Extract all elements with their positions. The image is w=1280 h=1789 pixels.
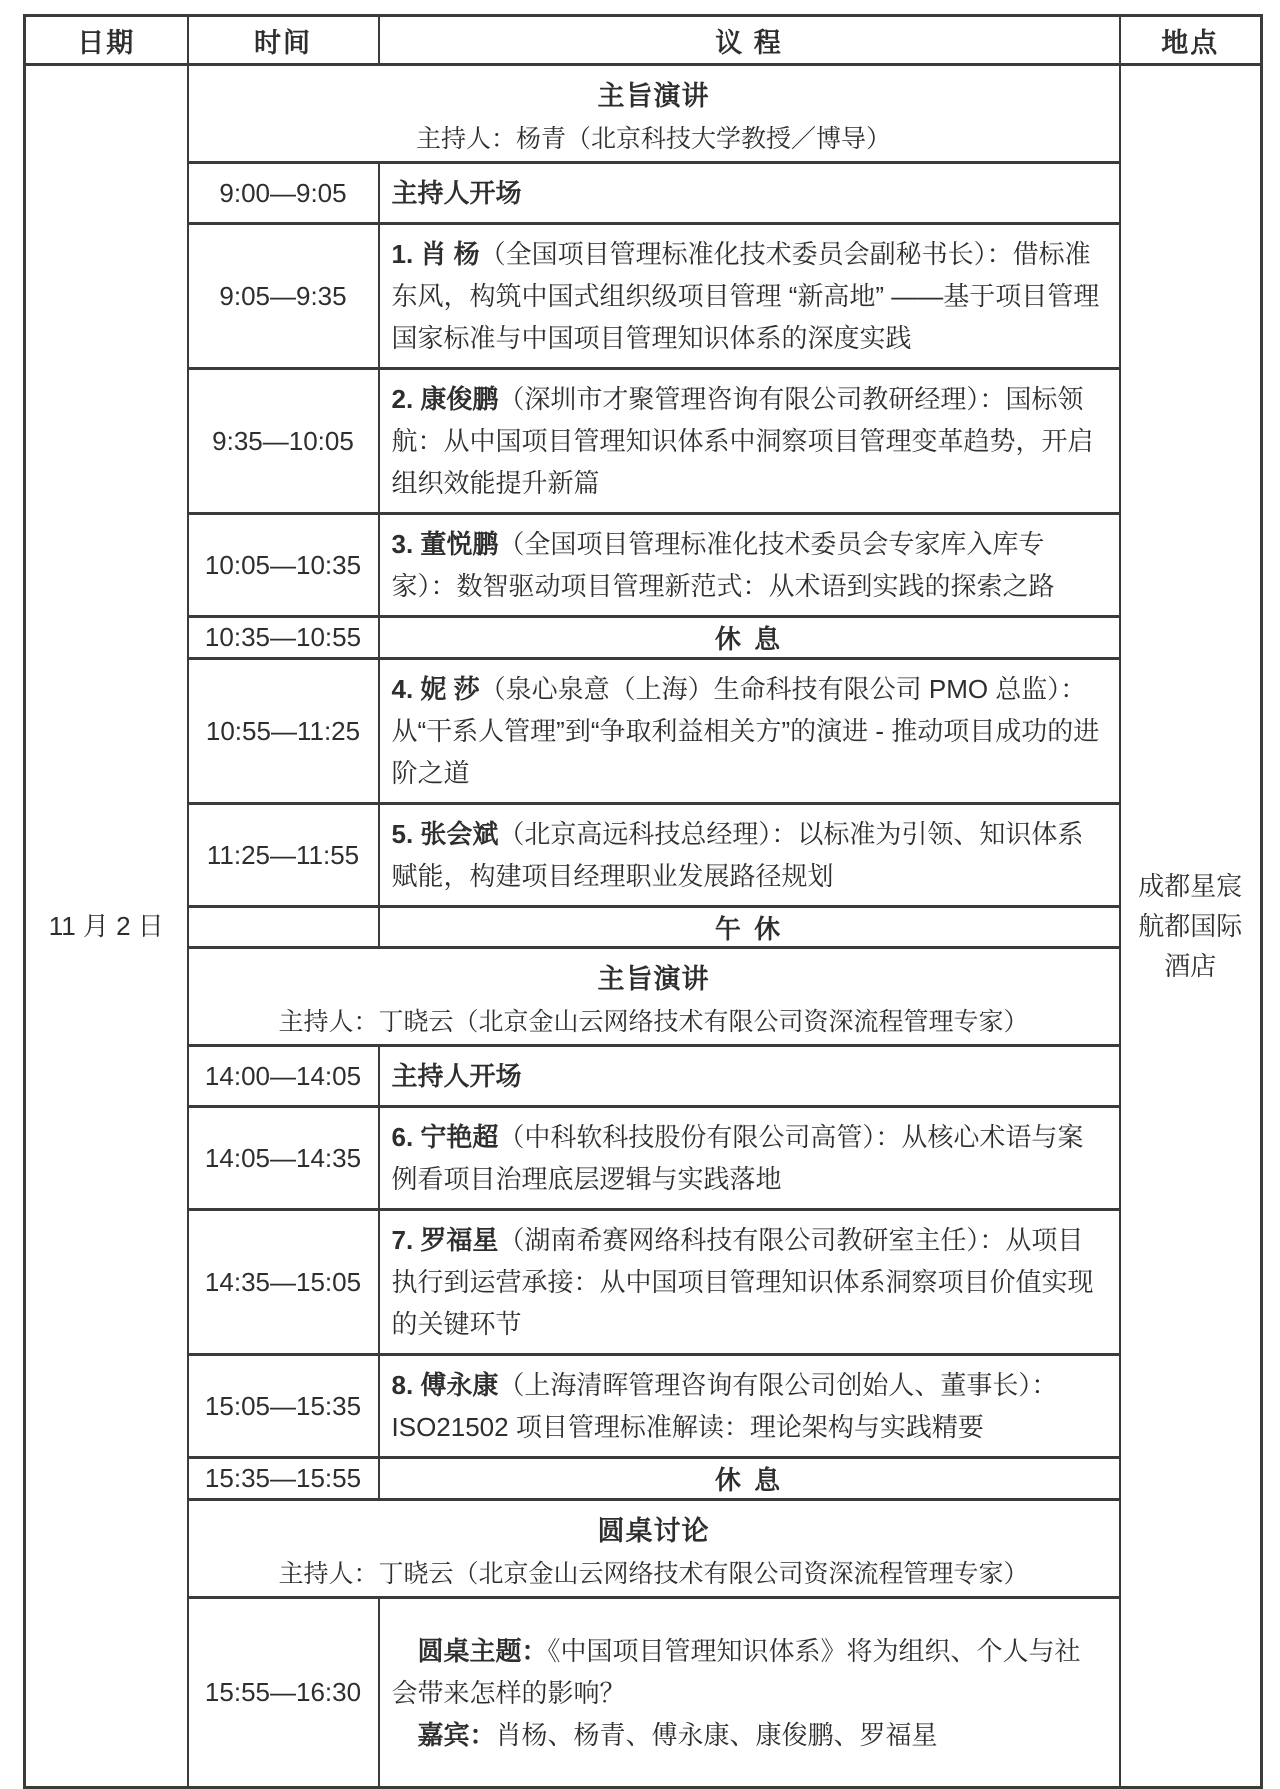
agenda-row	[25, 1107, 1262, 1210]
talk-description: （上海清晖管理咨询有限公司创始人、董事长）：ISO21502 项目管理标准解读：理论架构与实践精要	[391, 1370, 1058, 1442]
speaker-name: 7. 罗福星	[391, 1225, 499, 1255]
location-cell: 成都星宸航都国际酒店	[1120, 65, 1262, 1788]
agenda-row	[25, 617, 1262, 659]
time-cell: 14:00—14:05	[188, 1046, 379, 1107]
agenda-item-cell	[379, 163, 1120, 224]
time-cell: 15:05—15:35	[188, 1355, 379, 1458]
agenda-row	[25, 804, 1262, 907]
agenda-item-cell	[379, 369, 1120, 514]
agenda-row	[25, 224, 1262, 369]
time-cell	[188, 907, 379, 948]
agenda-row	[25, 369, 1262, 514]
agenda-row	[25, 65, 1262, 163]
roundtable-paragraph	[392, 1714, 1107, 1756]
agenda-item-cell	[379, 1107, 1120, 1210]
agenda-row	[25, 1046, 1262, 1107]
agenda-item-cell	[379, 1046, 1120, 1107]
talk-description: （全国项目管理标准化技术委员会副秘书长）：借标准东风，构筑中国式组织级项目管理 “新高地” ——基于项目管理国家标准与中国项目管理知识体系的深度实践	[391, 239, 1100, 353]
time-cell: 14:05—14:35	[188, 1107, 379, 1210]
agenda-row	[25, 514, 1262, 617]
roundtable-text: 《中国项目管理知识体系》将为组织、个人与社会带来怎样的影响？	[391, 1635, 1081, 1708]
roundtable-cell	[379, 1598, 1120, 1788]
speaker-name: 2. 康俊鹏	[391, 384, 499, 414]
speaker-name: 5. 张会斌	[391, 819, 499, 849]
header-location: 地点	[1120, 16, 1262, 65]
agenda-row	[25, 907, 1262, 948]
time-cell: 10:55—11:25	[188, 659, 379, 804]
agenda-row	[25, 1458, 1262, 1500]
header-date: 日期	[25, 16, 188, 65]
agenda-row	[25, 163, 1262, 224]
section-cell	[188, 65, 1120, 163]
break-cell: 休 息	[379, 617, 1120, 659]
section-title: 主旨演讲	[597, 964, 710, 994]
roundtable-text: 肖杨、杨青、傅永康、康俊鹏、罗福星	[495, 1719, 938, 1750]
agenda-row	[25, 659, 1262, 804]
talk-description: （中科软科技股份有限公司高管）：从核心术语与案例看项目治理底层逻辑与实践落地	[391, 1122, 1084, 1194]
speaker-name: 主持人开场	[391, 1061, 522, 1091]
agenda-row	[25, 1598, 1262, 1788]
time-cell: 15:55—16:30	[188, 1598, 379, 1788]
speaker-name: 1. 肖 杨	[391, 239, 480, 269]
roundtable-lead: 嘉宾：	[417, 1719, 496, 1750]
time-cell: 14:35—15:05	[188, 1210, 379, 1355]
time-cell: 9:35—10:05	[188, 369, 379, 514]
time-cell: 10:05—10:35	[188, 514, 379, 617]
agenda-row	[25, 1500, 1262, 1598]
speaker-name: 3. 董悦鹏	[391, 529, 499, 559]
header-time: 时间	[188, 16, 379, 65]
section-host: 主持人：丁晓云（北京金山云网络技术有限公司资深流程管理专家）	[278, 1561, 1029, 1588]
speaker-name: 6. 宁艳超	[391, 1122, 499, 1152]
speaker-name: 主持人开场	[391, 178, 522, 208]
time-cell: 11:25—11:55	[188, 804, 379, 907]
section-host: 主持人：杨青（北京科技大学教授／博导）	[415, 126, 891, 153]
agenda-item-cell	[379, 1355, 1120, 1458]
agenda-item-cell	[379, 804, 1120, 907]
section-cell	[188, 948, 1120, 1046]
time-cell: 10:35—10:55	[188, 617, 379, 659]
section-title: 主旨演讲	[597, 81, 710, 111]
time-cell: 9:00—9:05	[188, 163, 379, 224]
time-cell: 15:35—15:55	[188, 1458, 379, 1500]
speaker-name: 8. 傅永康	[391, 1370, 499, 1400]
speaker-name: 4. 妮 莎	[391, 674, 480, 704]
date-cell: 11 月 2 日	[25, 65, 188, 1788]
section-title: 圆桌讨论	[597, 1516, 710, 1546]
break-cell: 午 休	[379, 907, 1120, 948]
section-cell	[188, 1500, 1120, 1598]
talk-description: （泉心泉意（上海）生命科技有限公司 PMO 总监）：从“干系人管理”到“争取利益相关方”的演进 - 推动项目成功的进阶之道	[391, 674, 1100, 788]
agenda-item-cell	[379, 224, 1120, 369]
roundtable-lead: 圆桌主题：	[417, 1635, 548, 1666]
agenda-item-cell	[379, 659, 1120, 804]
talk-description: （北京高远科技总经理）：以标准为引领、知识体系赋能，构建项目经理职业发展路径规划	[391, 819, 1084, 891]
agenda-row	[25, 1210, 1262, 1355]
talk-description: （深圳市才聚管理咨询有限公司教研经理）：国标领航：从中国项目管理知识体系中洞察项目管理变革趋势，开启组织效能提升新篇	[391, 384, 1094, 498]
header-row	[25, 16, 1262, 65]
section-host: 主持人：丁晓云（北京金山云网络技术有限公司资深流程管理专家）	[278, 1009, 1029, 1036]
header-agenda: 议 程	[379, 16, 1120, 65]
agenda-item-cell	[379, 514, 1120, 617]
talk-description: （湖南希赛网络科技有限公司教研室主任）：从项目执行到运营承接：从中国项目管理知识体系洞察项目价值实现的关键环节	[391, 1225, 1094, 1339]
agenda-row	[25, 948, 1262, 1046]
agenda-item-cell	[379, 1210, 1120, 1355]
agenda-table-container	[23, 14, 1263, 1789]
talk-description: （全国项目管理标准化技术委员会专家库入库专家）：数智驱动项目管理新范式：从术语到实践的探索之路	[391, 529, 1055, 601]
agenda-table	[23, 14, 1263, 1789]
time-cell: 9:05—9:35	[188, 224, 379, 369]
roundtable-paragraph	[392, 1630, 1107, 1714]
break-cell: 休 息	[379, 1458, 1120, 1500]
agenda-row	[25, 1355, 1262, 1458]
